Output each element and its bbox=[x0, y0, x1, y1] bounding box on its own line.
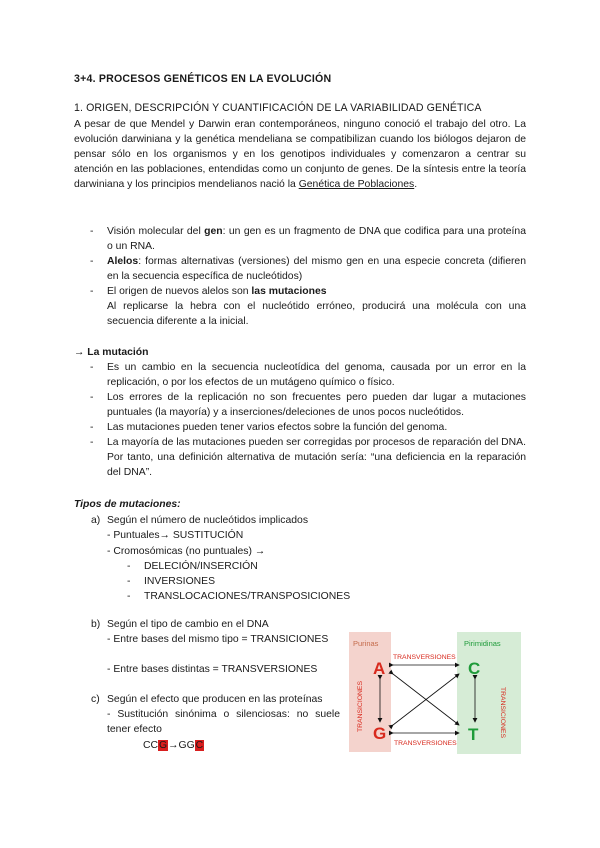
transiciones-left-label: TRANSICIONES bbox=[357, 681, 364, 732]
transversiones-bottom-label: TRANSVERSIONES bbox=[394, 740, 457, 747]
b-text: Según el tipo de cambio en el DNA bbox=[107, 619, 269, 630]
codon-mutated-base-2: C bbox=[195, 740, 204, 751]
gene-bullets bbox=[107, 224, 526, 329]
base-t: T bbox=[468, 725, 479, 744]
c-text: Según el efecto que producen en las proteínas bbox=[107, 694, 323, 705]
codon-example: CCG→GGC bbox=[143, 740, 204, 751]
a-cromosomicas: - Cromosómicas (no puntuales) → bbox=[107, 546, 266, 557]
b-label: b) bbox=[91, 619, 101, 630]
pirimidinas-label: Pirimidinas bbox=[464, 639, 501, 648]
intro-text: A pesar de que Mendel y Darwin eran contemporáneos, ninguno conoció el trabajo del otro. La evolución darwiniana y la genética mendeliana se compatibilizan cuando los biólogos dejaron de pensar sólo en los organismos y en los genotipos individuales y comenzaron a centrar su atención en las poblaciones, entendidas como un conjunto de genes. De la síntesis entre la teoría darwiniana y los principios mendelianos nació la bbox=[74, 119, 526, 190]
list-item: - Alelos: formas alternativas (versiones) del mismo gen en una especie concreta (difieren en la secuencia específica de nucleótidos) bbox=[107, 254, 526, 284]
list-item: - Visión molecular del gen: un gen es un fragmento de DNA que codifica para una proteína o un RNA. bbox=[107, 224, 526, 254]
b-line1: - Entre bases del mismo tipo = TRANSICIONES bbox=[107, 634, 329, 645]
genetica-poblaciones-link: Genética de Poblaciones bbox=[298, 179, 415, 190]
list-item: - Las mutaciones pueden tener varios efectos sobre la función del genoma. bbox=[107, 420, 526, 435]
pirimidinas-box bbox=[457, 632, 521, 754]
base-a: A bbox=[373, 659, 386, 678]
alelos-extra: Al replicarse la hebra con el nucleótido erróneo, producirá una molécula con una secuencia diferente a la inicial. bbox=[107, 301, 526, 327]
transversiones-top-label: TRANSVERSIONES bbox=[393, 654, 456, 661]
list-item: - La mayoría de las mutaciones pueden ser corregidas por procesos de reparación del DNA. Por tanto, una definición alternativa de mutación sería: “una deficiencia en la reparación del DNA”. bbox=[107, 435, 526, 480]
c-line1: - Sustitución sinónima o silenciosas: no suele tener efecto bbox=[107, 709, 340, 735]
section-heading: 1. ORIGEN, DESCRIPCIÓN Y CUANTIFICACIÓN DE LA VARIABILIDAD GENÉTICA bbox=[74, 102, 482, 114]
mutacion-heading: → La mutación bbox=[74, 347, 149, 358]
list-item: - DELECIÓN/INSERCIÓN bbox=[144, 559, 350, 574]
list-item: - TRANSLOCACIONES/TRANSPOSICIONES bbox=[144, 589, 350, 604]
mutacion-list bbox=[107, 360, 526, 480]
c-label: c) bbox=[91, 694, 100, 705]
codon-mutated-base: G bbox=[159, 740, 168, 751]
a-puntuales: - Puntuales→ SUSTITUCIÓN bbox=[107, 530, 244, 541]
a-sub-list bbox=[144, 559, 350, 604]
list-item: - Los errores de la replicación no son frecuentes pero pueden dar lugar a mutaciones puntuales (la mayoría) y a inserciones/deleciones de unos pocos nucleótidos. bbox=[107, 390, 526, 420]
intro-paragraph bbox=[74, 117, 526, 192]
purinas-label: Purinas bbox=[353, 639, 379, 648]
base-c: C bbox=[468, 659, 481, 678]
page-title: 3+4. PROCESOS GENÉTICOS EN LA EVOLUCIÓN bbox=[74, 73, 332, 85]
base-g: G bbox=[373, 724, 387, 743]
a-label: a) bbox=[91, 515, 101, 526]
list-item: - INVERSIONES bbox=[144, 574, 350, 589]
tipos-heading: Tipos de mutaciones: bbox=[74, 499, 181, 510]
a-text: Según el número de nucleótidos implicados bbox=[107, 515, 309, 526]
b-line2: - Entre bases distintas = TRANSVERSIONES bbox=[107, 664, 318, 675]
list-item: - Es un cambio en la secuencia nucleotídica del genoma, causada por un error en la replicación, o por los efectos de un mutágeno químico o físico. bbox=[107, 360, 526, 390]
transitions-diagram bbox=[347, 632, 523, 754]
list-item: - El origen de nuevos alelos son las mutaciones Al replicarse la hebra con el nucleótido erróneo, producirá una molécula con una secuencia diferente a la inicial. bbox=[107, 284, 526, 329]
transiciones-right-label: TRANSICIONES bbox=[499, 687, 506, 738]
intro-end: . bbox=[414, 179, 418, 190]
